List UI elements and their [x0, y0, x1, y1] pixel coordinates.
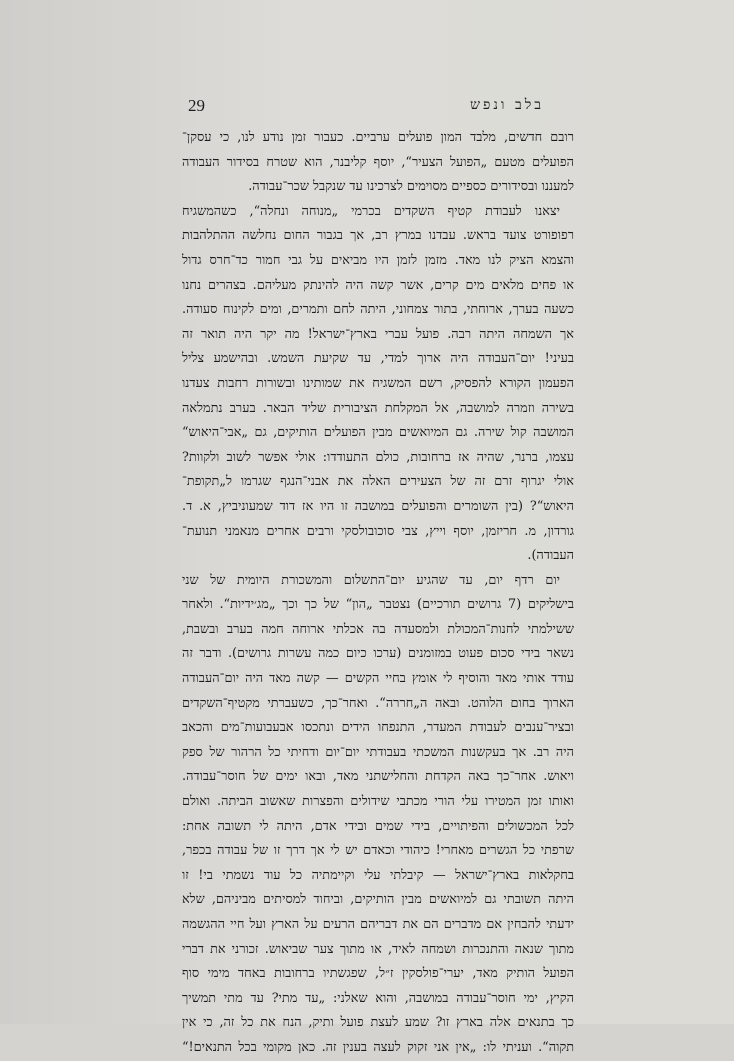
- text-line: יום רדף יום, עד שהגיע יום־התשלום והמשכורת היומית של שני: [182, 572, 560, 588]
- text-line: ויאוש. אחר־כך באה הקדחת והחלישתני מאד, ובאו ימים של חוסר־עבודה.: [182, 769, 574, 785]
- text-line: בחקלאות בארץ־ישראל — קיבלתי עלי וקיימתיה כל עוד נשמתי בי! זו: [182, 867, 574, 883]
- text-line: בעיני! יום־העבודה היה ארוך למדי, עד שקיעת השמש. ובהישמע צליל: [182, 351, 574, 367]
- text-line: רפופורט צועד בראש. עבדנו במרץ רב, אך בגבור החום נחלשה ההתלהבות: [182, 228, 574, 244]
- text-line: היתה תשובתי גם למיואשים מבין הותיקים, וביחוד למסיתים מביניהם, שלא: [182, 892, 574, 908]
- text-line: יצאנו לעבודת קטיף השקדים בכרמי „מנוחה ונחלה“, כשהמשגיח: [182, 203, 560, 219]
- text-line: מתוך שנאה והתנכרות ושמחה לאיד, או מתוך צער שביאוש. זכורני את דברי: [182, 941, 574, 957]
- text-line: אך השמחה היתה רבה. פועל עברי בארץ־ישראל! מה יקר היה תואר זה: [182, 326, 574, 342]
- text-line: נשאר בידי סכום פעוט במזומנים (ערכו כיום כמה עשרות גרושים). ודבר זה: [182, 646, 574, 662]
- body-text: [182, 126, 574, 1061]
- text-line: למעננו ובסידורים כספיים מסוימים לצרכינו עד שנקבל שכר־עבודה.: [248, 179, 574, 195]
- text-line: והצמא הציק לנו מאד. מזמן לזמן היו מביאים על גבי חמור כד־חרס גדול: [182, 252, 574, 268]
- text-line: כשעה בערך, ארוחתי, בתור צמחוני, היתה לחם ותמרים, ומים לקינוח סעודה.: [182, 302, 574, 318]
- text-line: עצמו, ברנר, שהיה אז ברחובות, כולם התעודדו: אולי אפשר לשוב ולקוות?: [182, 449, 574, 465]
- text-line: ואותו זמן המטירו עלי הורי מכתבי שידולים והפצרות שאשוב הביתה. ואולם: [182, 794, 574, 810]
- text-line: או פחים מלאים מים קרים, אשר קשה היה להינתק מעליהם. בצהרים נחנו: [182, 277, 574, 293]
- text-line: עודד אותי מאד והוסיף לי אומץ בחיי הקשים — קשה מאד היה יום־העבודה: [182, 671, 574, 687]
- text-line: גורדון, מ. חריזמן, יוסף וייץ, צבי סוכובולסקי ורבים אחרים מנאמני תנועת־: [182, 523, 574, 539]
- text-line: היה רב. אך בעקשנות המשכתי בעבודתי יום־יום ודחיתי כל הרהור של ספק: [182, 744, 574, 760]
- text-line: תקוה“. ועניתי לו: „אין אני זקוק לעצה בענין זה. כאן מקומי בכל התנאים!“: [182, 1039, 574, 1055]
- text-line: הארוך בחום הלוהט. ובאה ה„חררה“. ואחר־כך, כשעברתי מקטיף־השקדים: [182, 695, 574, 711]
- text-line: המושבה קול שירה. גם המיואשים מבין הפועלים הותיקים, גם „אבי־היאוש“: [182, 425, 574, 441]
- text-line: לכל המכשולים והפיתויים, בידי שמים ובידי אדם, היתה לי תשובה אחת:: [182, 818, 574, 834]
- text-line: הפועלים מטעם „הפועל הצעיר“, יוסף קליבנר, הוא שטרח בסידור העבודה: [182, 154, 574, 170]
- text-line: ידעתי להבחין אם מדברים הם את דבריהם הרעים על הארץ ועל חיי ההגשמה: [182, 917, 574, 932]
- text-line: כך בתנאים אלה בארץ זו? שמע לעצת פועל ותיק, הנח את כל זה, כי אין: [182, 1015, 574, 1031]
- text-line: הפועל הותיק מאד, יערי־פולסקין ז״ל, שפגשתיו ברחובות באחד מימי סוף: [182, 966, 574, 982]
- text-line: העבודה).: [527, 548, 574, 564]
- text-line: הקיץ, ימי חוסר־עבודה במושבה, והוא שאלני: „עד מתי? עד מתי תמשיך: [182, 990, 574, 1006]
- text-line: ששילמתי לחנות־המכולת ולמסעדה בה אכלתי ארוחה חמה בערב ובשבת,: [182, 621, 574, 637]
- page-number: 29: [188, 96, 205, 115]
- text-line: רובם חדשים, מלבד המון פועלים ערביים. כעבור זמן נודע לנו, כי עסקן־: [182, 130, 574, 145]
- text-line: הפעמון הקורא להפסיק, רשם המשגיח את שמותינו ובשורות רחבות צעדנו: [182, 375, 574, 391]
- text-line: בשירה וזמרה למושבה, אל המקלחת הציבורית שליד הבאר. בערב נתמלאה: [182, 400, 574, 416]
- text-line: בישליקים (7 גרושים תורכיים) נצטבר „הון“ של כך וכך „מג׳ידיות“. ולאחר: [182, 597, 574, 613]
- text-line: אולי יגרוף זרם זה של הצעירים האלה את אבני־הנגף שגרמו ל„תקופת־: [182, 474, 574, 490]
- text-line: שרפתי כל הגשרים מאחרי! כיהודי וכאדם יש לי אך דרך זו של עבודה בכפר,: [182, 843, 574, 859]
- page-header: [188, 96, 544, 118]
- text-line: היאוש“? (בין השומרים והפועלים במושבה זו היו אז דוד שמעוניביץ, א. ד.: [182, 498, 574, 514]
- running-title: בלב ונפש: [470, 97, 544, 113]
- text-line: ובציר־ענבים לעבודת המעדר, התנפחו הידים ונתכסו אבעבועות־מים והכאב: [182, 720, 574, 736]
